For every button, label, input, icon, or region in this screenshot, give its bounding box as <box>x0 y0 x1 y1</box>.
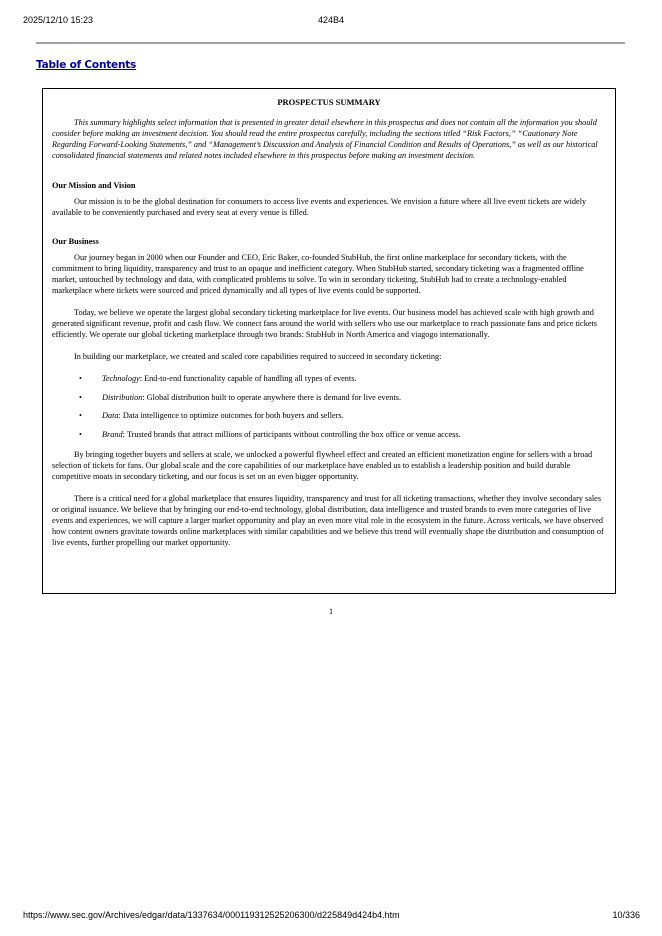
bullet-text: : Data intelligence to optimize outcomes for both buyers and sellers. <box>118 411 344 420</box>
section-title: PROSPECTUS SUMMARY <box>277 97 381 107</box>
mission-heading: Our Mission and Vision <box>52 181 136 190</box>
bullet-text: : End-to-end functionality capable of handling all types of events. <box>139 374 357 383</box>
business-paragraph: In building our marketplace, we created and scaled core capabilities required to succeed in secondary ticketing: <box>74 352 442 361</box>
print-header <box>0 15 662 29</box>
print-footer <box>0 910 662 924</box>
bullet-icon: • <box>79 429 82 439</box>
bullet-text: : Global distribution built to operate anywhere there is demand for live events. <box>142 392 402 402</box>
list-item <box>52 373 606 384</box>
list-item <box>52 392 606 403</box>
page-count: 10/336 <box>612 910 640 920</box>
print-datetime: 2025/12/10 15:23 <box>23 15 94 25</box>
bullet-term: Brand <box>102 429 123 439</box>
table-of-contents-link[interactable]: Table of Contents <box>36 59 137 71</box>
bullet-text: : Trusted brands that attract millions of participants without controlling the box office or venue access. <box>122 429 461 439</box>
list-item <box>52 429 606 440</box>
intro-paragraph: This summary highlights select information that is presented in greater detail elsewhere in this prospectus and does not contain all the information you should consider before making an investment decision. You should read the entire prospectus carefully, including the sections titled “Risk Factors,” “Cautionary Note Regarding Forward-Looking Statements,” and “Management’s Discussion and Analysis of Financial Condition and Results of Operations,” as well as our historical consolidated financial statements and related notes included elsewhere in this prospectus before making an investment decision. <box>52 118 598 160</box>
mission-paragraph: Our mission is to be the global destination for consumers to access live events and experiences. We envision a future where all live event tickets are widely available to be conveniently purchased and every seat at every venue is filled. <box>52 197 587 217</box>
bullet-term: Data <box>102 411 119 420</box>
bullet-term: Distribution <box>102 392 143 402</box>
bullet-icon: • <box>79 392 82 402</box>
page-number: 1 <box>328 606 334 616</box>
source-url: https://www.sec.gov/Archives/edgar/data/1337634/000119312525206300/d225849d424b4.htm <box>23 910 400 920</box>
bullet-icon: • <box>79 411 82 420</box>
bullet-icon: • <box>79 374 82 383</box>
business-paragraph: There is a critical need for a global marketplace that ensures liquidity, transparency and trust for all ticketing transactions, whether they involve secondary sales or original issuance. We believe that by bringing our end-to-end technology, global distribution, data intelligence and trusted brands to even more categories of live events and experiences, we will capture a larger market opportunity and play an even more vital role in the ecosystem in the future. Across verticals, we have observed how content owners gravitate towards online marketplaces with similar capabilities and we believe this trend will eventually shape the distribution and consumption of live events, further propelling our market opportunity. <box>52 493 604 547</box>
prospectus-summary-box <box>42 88 616 594</box>
print-document-title: 424B4 <box>317 15 345 25</box>
business-paragraph: By bringing together buyers and sellers at scale, we unlocked a powerful flywheel effect and created an efficient monetization engine for sellers with a broad selection of tickets for fans. Our global scale and the core capabilities of our marketplace have enabled us to establish a leadership position and build durable competitive moats in secondary ticketing, and our focus is set on an even bigger opportunity. <box>52 449 593 481</box>
business-paragraph: Today, we believe we operate the largest global secondary ticketing marketplace for live events. Our business model has achieved scale with high growth and generated significant revenue, profit and cash flow. We connect fans around the world with sellers who use our marketplace to reach passionate fans and price tickets efficiently. We operate our global ticketing marketplace through two brands: StubHub in North America and viagogo internationally. <box>52 308 598 339</box>
horizontal-rule <box>36 42 625 44</box>
business-paragraph: Our journey began in 2000 when our Founder and CEO, Eric Baker, co-founded StubHub, the first online marketplace for secondary tickets, with the commitment to bring liquidity, transparency and trust to an opaque and inefficient category. When StubHub started, secondary ticketing was a fragmented offline market, untouched by technology and data, with complicated problems to solve. To win in secondary ticketing, StubHub had to create a technology-enabled marketplace where tickets were sourced and priced dynamically and all types of live events could be supported. <box>52 253 584 295</box>
capabilities-list <box>52 373 606 440</box>
list-item <box>52 410 606 421</box>
bullet-term: Technology <box>102 374 140 383</box>
business-heading: Our Business <box>52 237 99 246</box>
